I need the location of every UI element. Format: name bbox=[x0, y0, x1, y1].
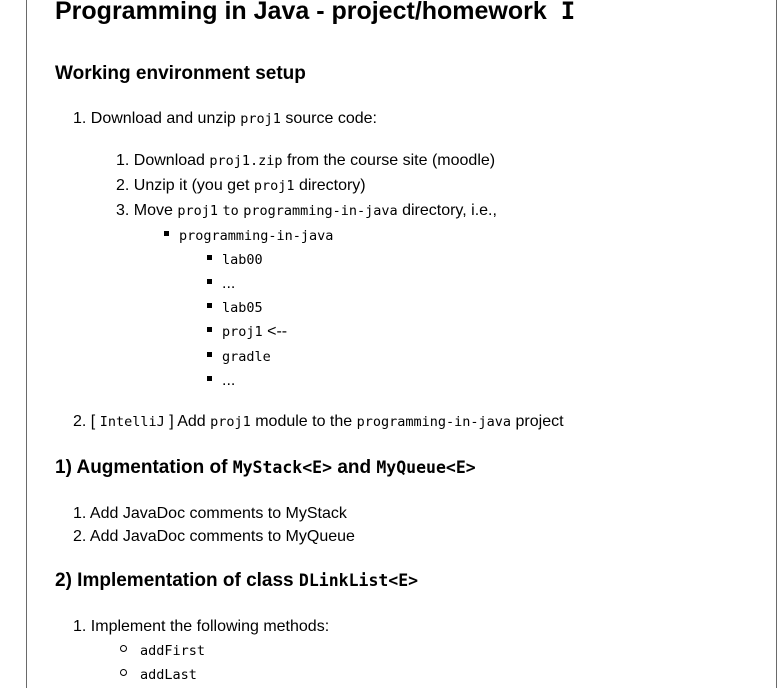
tree-item-ellipsis-1: ... bbox=[207, 274, 235, 294]
augmentation-heading: 1) Augmentation of MyStack<E> and MyQueue<E> bbox=[55, 457, 476, 478]
bullet-circle-icon bbox=[120, 669, 127, 676]
implementation-item-1: 1. Implement the following methods: bbox=[73, 618, 330, 635]
setup-subitem-3: 3. Move proj1 to programming-in-java directory, i.e., bbox=[116, 202, 497, 219]
bullet-square-icon bbox=[164, 231, 169, 236]
augmentation-item-2: 2. Add JavaDoc comments to MyQueue bbox=[73, 528, 355, 545]
setup-item-1: 1. Download and unzip proj1 source code: bbox=[73, 110, 377, 127]
page-title-text: Programming in Java - project/homework bbox=[55, 0, 547, 25]
bullet-square-icon bbox=[207, 376, 212, 381]
bullet-square-icon bbox=[207, 255, 212, 260]
method-item-addLast: addLast bbox=[120, 665, 197, 685]
bullet-square-icon bbox=[207, 279, 212, 284]
augmentation-item-1: 1. Add JavaDoc comments to MyStack bbox=[73, 505, 347, 522]
setup-subitem-1: 1. Download proj1.zip from the course site (moodle) bbox=[116, 152, 496, 169]
tree-item-proj1: proj1 <-- bbox=[207, 322, 287, 342]
method-item-addFirst: addFirst bbox=[120, 641, 205, 661]
setup-item-2: 2. [ IntelliJ ] Add proj1 module to the programming-in-java project bbox=[73, 413, 564, 430]
setup-heading: Working environment setup bbox=[55, 63, 306, 84]
tree-item-lab05: lab05 bbox=[207, 298, 263, 318]
bullet-circle-icon bbox=[120, 645, 127, 652]
bullet-square-icon bbox=[207, 303, 212, 308]
tree-item-lab00: lab00 bbox=[207, 250, 263, 270]
setup-subitem-2: 2. Unzip it (you get proj1 directory) bbox=[116, 177, 366, 194]
implementation-heading: 2) Implementation of class DLinkList<E> bbox=[55, 570, 419, 591]
tree-item-gradle: gradle bbox=[207, 347, 271, 367]
bullet-square-icon bbox=[207, 327, 212, 332]
text-cursor: I bbox=[560, 0, 576, 25]
bullet-square-icon bbox=[207, 352, 212, 357]
tree-item-ellipsis-2: ... bbox=[207, 371, 235, 391]
page-title bbox=[55, 0, 575, 26]
document-page bbox=[26, 0, 777, 688]
tree-root: programming-in-java bbox=[164, 226, 333, 246]
